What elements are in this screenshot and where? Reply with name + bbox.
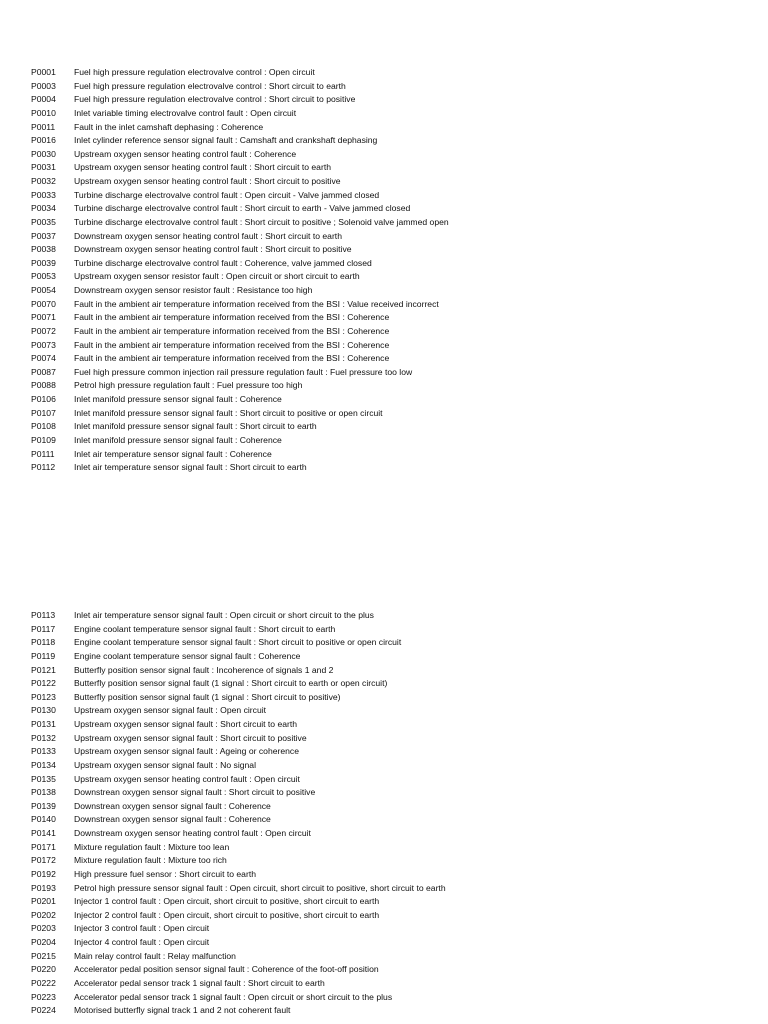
fault-code: P0134 <box>31 759 56 770</box>
fault-code-row <box>31 379 751 393</box>
fault-code-row <box>31 936 751 950</box>
fault-code-row <box>31 854 751 868</box>
fault-description: Mixture regulation fault : Mixture too rich <box>74 855 227 866</box>
fault-code: P0016 <box>31 135 56 146</box>
fault-code: P0010 <box>31 107 56 118</box>
fault-description: Injector 1 control fault : Open circuit, short circuit to positive, short circuit to earth <box>74 896 380 907</box>
fault-code-row <box>31 175 751 189</box>
fault-description: Downstrean oxygen sensor signal fault : Coherence <box>74 814 271 825</box>
fault-description: Butterfly position sensor signal fault (1 signal : Short circuit to positive) <box>74 691 341 702</box>
fault-code: P0070 <box>31 298 56 309</box>
fault-code-list-1 <box>31 66 751 475</box>
fault-description: Upstream oxygen sensor heating control fault : Short circuit to earth <box>74 162 331 173</box>
fault-code-row <box>31 609 751 623</box>
fault-description: Main relay control fault : Relay malfunction <box>74 950 236 961</box>
fault-code: P0172 <box>31 855 56 866</box>
fault-description: Downstream oxygen sensor resistor fault : Resistance too high <box>74 285 313 295</box>
fault-code-row <box>31 813 751 827</box>
fault-code: P0215 <box>31 950 56 961</box>
fault-code-row <box>31 339 751 353</box>
fault-code: P0119 <box>31 650 56 661</box>
fault-description: Fuel high pressure common injection rail pressure regulation fault : Fuel pressure too low <box>74 366 413 377</box>
fault-description: Inlet cylinder reference sensor signal fault : Camshaft and crankshaft dephasing <box>74 135 378 146</box>
fault-description: Fault in the ambient air temperature information received from the BSI : Coherence <box>74 339 390 350</box>
fault-code: P0033 <box>31 189 56 200</box>
fault-description: Upstream oxygen sensor heating control fault : Open circuit <box>74 773 300 784</box>
fault-code-row <box>31 393 751 407</box>
fault-code: P0202 <box>31 909 56 920</box>
fault-code-row <box>31 623 751 637</box>
fault-description: Upstream oxygen sensor heating control fault : Short circuit to positive <box>74 176 341 186</box>
fault-code: P0117 <box>31 623 56 634</box>
fault-code-row <box>31 691 751 705</box>
fault-code: P0204 <box>31 937 56 947</box>
fault-description: Injector 2 control fault : Open circuit, short circuit to positive, short circuit to earth <box>74 909 380 920</box>
fault-code: P0139 <box>31 800 56 811</box>
fault-description: Upstream oxygen sensor signal fault : Short circuit to positive <box>74 732 307 743</box>
fault-code: P0132 <box>31 732 56 743</box>
fault-code: P0222 <box>31 977 56 988</box>
fault-code-row <box>31 121 751 135</box>
fault-code: P0071 <box>31 312 56 323</box>
fault-description: Downstream oxygen sensor heating control fault : Short circuit to earth <box>74 230 342 241</box>
fault-code: P0224 <box>31 1005 56 1016</box>
fault-description: Fault in the inlet camshaft dephasing : Coherence <box>74 121 264 132</box>
fault-code-row <box>31 773 751 787</box>
fault-code-row <box>31 107 751 121</box>
fault-code: P0112 <box>31 462 56 473</box>
fault-code-row <box>31 202 751 216</box>
fault-code: P0011 <box>31 121 56 132</box>
fault-code: P0131 <box>31 719 56 729</box>
fault-code: P0032 <box>31 176 56 186</box>
fault-description: Upstream oxygen sensor signal fault : No signal <box>74 759 256 770</box>
fault-code-row <box>31 434 751 448</box>
fault-code-row <box>31 991 751 1005</box>
fault-code-row <box>31 284 751 298</box>
fault-code-row <box>31 270 751 284</box>
fault-description: Butterfly position sensor signal fault : Incoherence of signals 1 and 2 <box>74 664 334 675</box>
fault-description: Engine coolant temperature sensor signal fault : Coherence <box>74 650 301 661</box>
fault-code-row <box>31 664 751 678</box>
fault-code: P0111 <box>31 448 55 459</box>
fault-description: Upstream oxygen sensor signal fault : Short circuit to earth <box>74 719 298 729</box>
fault-code: P0073 <box>31 339 56 350</box>
fault-description: Downstrean oxygen sensor signal fault : Coherence <box>74 800 271 811</box>
fault-description: Accelerator pedal sensor track 1 signal fault : Open circuit or short circuit to the plus <box>74 991 393 1002</box>
fault-code-row <box>31 325 751 339</box>
fault-description: Inlet manifold pressure sensor signal fault : Coherence <box>74 394 282 404</box>
fault-code-row <box>31 216 751 230</box>
fault-code-row <box>31 93 751 107</box>
fault-code: P0140 <box>31 814 56 825</box>
fault-description: Turbine discharge electrovalve control fault : Short circuit to positive ; Solenoid valve jammed open <box>74 216 449 227</box>
fault-code-row <box>31 650 751 664</box>
fault-code: P0192 <box>31 868 56 879</box>
fault-code-row <box>31 448 751 462</box>
fault-code: P0138 <box>31 787 56 798</box>
fault-description: Fault in the ambient air temperature information received from the BSI : Coherence <box>74 353 390 364</box>
fault-description: Engine coolant temperature sensor signal fault : Short circuit to earth <box>74 623 336 634</box>
fault-description: Downstrean oxygen sensor signal fault : Short circuit to positive <box>74 787 316 798</box>
fault-description: Inlet manifold pressure sensor signal fault : Short circuit to earth <box>74 421 317 432</box>
fault-description: Engine coolant temperature sensor signal fault : Short circuit to positive or open circuit <box>74 637 402 648</box>
fault-code-row <box>31 745 751 759</box>
fault-description: Injector 3 control fault : Open circuit <box>74 923 210 934</box>
fault-code-row <box>31 161 751 175</box>
fault-code-row <box>31 827 751 841</box>
fault-description: Inlet air temperature sensor signal fault : Short circuit to earth <box>74 462 307 473</box>
fault-code: P0106 <box>31 394 56 404</box>
fault-code-row <box>31 407 751 421</box>
fault-code: P0039 <box>31 257 56 268</box>
fault-code: P0108 <box>31 421 56 432</box>
fault-code: P0118 <box>31 637 56 648</box>
fault-code: P0054 <box>31 285 56 295</box>
fault-code: P0072 <box>31 325 56 336</box>
fault-code-row <box>31 718 751 732</box>
fault-description: Inlet manifold pressure sensor signal fault : Coherence <box>74 434 282 445</box>
fault-description: Turbine discharge electrovalve control fault : Coherence, valve jammed closed <box>74 257 372 268</box>
fault-code: P0107 <box>31 407 56 418</box>
fault-code-row <box>31 909 751 923</box>
fault-code-row <box>31 420 751 434</box>
fault-code-row <box>31 895 751 909</box>
fault-description: Fault in the ambient air temperature information received from the BSI : Coherence <box>74 312 390 323</box>
fault-description: Butterfly position sensor signal fault (1 signal : Short circuit to earth or open circuit) <box>74 678 388 689</box>
fault-description: Injector 4 control fault : Open circuit <box>74 937 210 947</box>
fault-code: P0130 <box>31 705 56 716</box>
fault-code-row <box>31 922 751 936</box>
fault-code: P0035 <box>31 216 56 227</box>
fault-code: P0203 <box>31 923 56 934</box>
fault-code: P0037 <box>31 230 56 241</box>
fault-code-row <box>31 636 751 650</box>
fault-code: P0171 <box>31 841 56 852</box>
fault-description: Inlet air temperature sensor signal fault : Open circuit or short circuit to the plus <box>74 610 374 620</box>
fault-code: P0087 <box>31 366 56 377</box>
fault-code-row <box>31 66 751 80</box>
fault-description: Accelerator pedal sensor track 1 signal fault : Short circuit to earth <box>74 977 325 988</box>
fault-code-row <box>31 189 751 203</box>
fault-code: P0034 <box>31 203 56 214</box>
fault-code-row <box>31 977 751 991</box>
fault-description: Mixture regulation fault : Mixture too lean <box>74 841 230 852</box>
fault-code: P0201 <box>31 896 56 907</box>
fault-code: P0113 <box>31 610 56 620</box>
fault-code-row <box>31 868 751 882</box>
fault-code: P0074 <box>31 353 56 364</box>
fault-description: Downstream oxygen sensor heating control fault : Short circuit to positive <box>74 244 352 255</box>
fault-code: P0003 <box>31 80 56 91</box>
fault-code: P0004 <box>31 94 56 105</box>
fault-code: P0109 <box>31 434 56 445</box>
fault-code: P0220 <box>31 964 56 975</box>
fault-code-row <box>31 80 751 94</box>
fault-code: P0038 <box>31 244 56 255</box>
fault-code-row <box>31 298 751 312</box>
fault-description: High pressure fuel sensor : Short circuit to earth <box>74 868 256 879</box>
fault-code-row <box>31 882 751 896</box>
fault-code-row <box>31 352 751 366</box>
fault-code-list-2 <box>31 609 751 1018</box>
fault-code-row <box>31 366 751 380</box>
fault-description: Fuel high pressure regulation electrovalve control : Open circuit <box>74 67 315 77</box>
fault-code-row <box>31 732 751 746</box>
fault-description: Inlet manifold pressure sensor signal fault : Short circuit to positive or open circuit <box>74 407 383 418</box>
fault-code: P0121 <box>31 664 56 675</box>
fault-code: P0088 <box>31 380 56 391</box>
fault-code: P0030 <box>31 148 56 159</box>
fault-code-row <box>31 704 751 718</box>
fault-description: Upstream oxygen sensor resistor fault : Open circuit or short circuit to earth <box>74 271 360 282</box>
fault-code-row <box>31 461 751 475</box>
fault-description: Downstream oxygen sensor heating control fault : Open circuit <box>74 828 311 838</box>
fault-code: P0031 <box>31 162 56 173</box>
fault-description: Motorised butterfly signal track 1 and 2 not coherent fault <box>74 1005 291 1016</box>
fault-code-row <box>31 243 751 257</box>
fault-code-row <box>31 950 751 964</box>
fault-code-row <box>31 311 751 325</box>
fault-description: Petrol high pressure regulation fault : Fuel pressure too high <box>74 380 303 391</box>
fault-description: Fuel high pressure regulation electrovalve control : Short circuit to positive <box>74 94 356 105</box>
fault-description: Accelerator pedal position sensor signal fault : Coherence of the foot-off position <box>74 964 379 975</box>
fault-description: Inlet air temperature sensor signal fault : Coherence <box>74 448 272 459</box>
fault-description: Inlet variable timing electrovalve control fault : Open circuit <box>74 107 297 118</box>
fault-code-row <box>31 257 751 271</box>
fault-description: Fuel high pressure regulation electrovalve control : Short circuit to earth <box>74 80 346 91</box>
fault-code: P0193 <box>31 882 56 893</box>
fault-code: P0001 <box>31 67 56 77</box>
fault-description: Petrol high pressure sensor signal fault : Open circuit, short circuit to positive, short circuit to earth <box>74 882 446 893</box>
fault-code-row <box>31 841 751 855</box>
fault-code-row <box>31 759 751 773</box>
fault-description: Upstream oxygen sensor signal fault : Ageing or coherence <box>74 746 299 757</box>
fault-code: P0135 <box>31 773 56 784</box>
fault-code: P0133 <box>31 746 56 757</box>
fault-code-row <box>31 230 751 244</box>
fault-description: Upstream oxygen sensor signal fault : Open circuit <box>74 705 267 716</box>
fault-code-row <box>31 677 751 691</box>
fault-description: Turbine discharge electrovalve control fault : Open circuit - Valve jammed closed <box>74 189 380 200</box>
fault-code: P0053 <box>31 271 56 282</box>
fault-code-row <box>31 134 751 148</box>
fault-description: Upstream oxygen sensor heating control fault : Coherence <box>74 148 297 159</box>
fault-code: P0223 <box>31 991 56 1002</box>
fault-code-row <box>31 1004 751 1018</box>
fault-code-row <box>31 800 751 814</box>
fault-description: Fault in the ambient air temperature information received from the BSI : Coherence <box>74 325 390 336</box>
fault-description: Fault in the ambient air temperature information received from the BSI : Value received incorrect <box>74 298 439 309</box>
fault-code-row <box>31 148 751 162</box>
fault-code: P0122 <box>31 678 56 689</box>
fault-code: P0123 <box>31 691 56 702</box>
fault-description: Turbine discharge electrovalve control fault : Short circuit to earth - Valve jammed closed <box>74 203 411 214</box>
fault-code-row <box>31 963 751 977</box>
fault-code-row <box>31 786 751 800</box>
fault-code: P0141 <box>31 828 56 838</box>
